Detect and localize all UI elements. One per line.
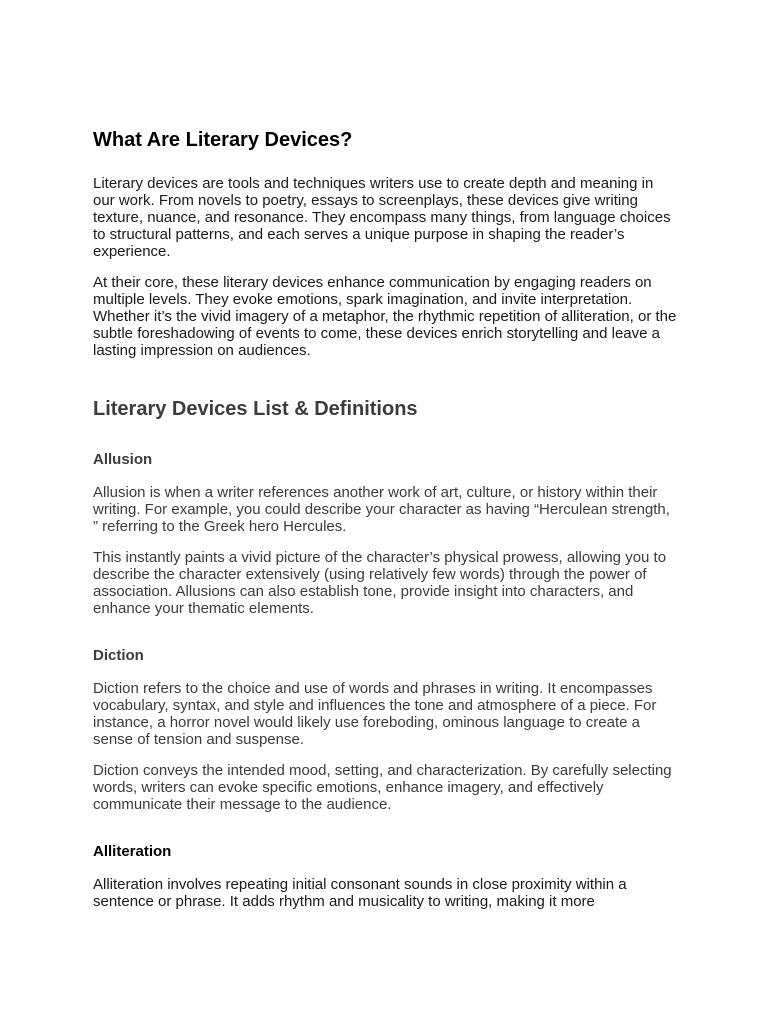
device-paragraph: This instantly paints a vivid picture of the character’s physical prowess, allowing you to describe the character extensively (using relatively few words) through the power of association. Allusions can also establish tone, provide insight into characters, and enhance your thematic elements. — [93, 549, 667, 617]
device-allusion — [93, 451, 678, 617]
device-paragraph: Alliteration involves repeating initial consonant sounds in close proximity within a sentence or phrase. It adds rhythm and musicality to writing, making it more — [93, 876, 627, 910]
device-paragraph: Allusion is when a writer references another work of art, culture, or history within their writing. For example, you could describe your character as having “Herculean strength, ” referring to the Greek hero Hercules. — [93, 484, 670, 535]
device-paragraph: Diction refers to the choice and use of words and phrases in writing. It encompasses vocabulary, syntax, and style and influences the tone and atmosphere of a piece. For instance, a horror novel would likely use foreboding, ominous language to create a sense of tension and suspense. — [93, 680, 657, 748]
device-diction — [93, 647, 678, 813]
device-heading: Allusion — [93, 451, 153, 468]
intro-paragraph: Literary devices are tools and techniques writers use to create depth and meaning in our work. From novels to poetry, essays to screenplays, these devices give writing texture, nuance, and resonance. They encompass many things, from language choices to structural patterns, and each serves a unique purpose in shaping the reader’s experience. — [93, 175, 671, 260]
device-alliteration — [93, 843, 678, 910]
device-heading: Alliteration — [93, 843, 172, 860]
page-title: What Are Literary Devices? — [93, 129, 353, 151]
document-page — [93, 128, 678, 910]
intro-section — [93, 175, 678, 359]
device-paragraph: Diction conveys the intended mood, setting, and characterization. By carefully selecting words, writers can evoke specific emotions, enhance imagery, and effectively communicate their message to the audience. — [93, 762, 672, 813]
section-title: Literary Devices List & Definitions — [93, 398, 418, 420]
device-heading: Diction — [93, 647, 144, 664]
intro-paragraph: At their core, these literary devices enhance communication by engaging readers on multiple levels. They evoke emotions, spark imagination, and invite interpretation. Whether it’s the vivid imagery of a metaphor, the rhythmic repetition of alliteration, or the subtle foreshadowing of events to come, these devices enrich storytelling and leave a lasting impression on audiences. — [93, 274, 677, 359]
